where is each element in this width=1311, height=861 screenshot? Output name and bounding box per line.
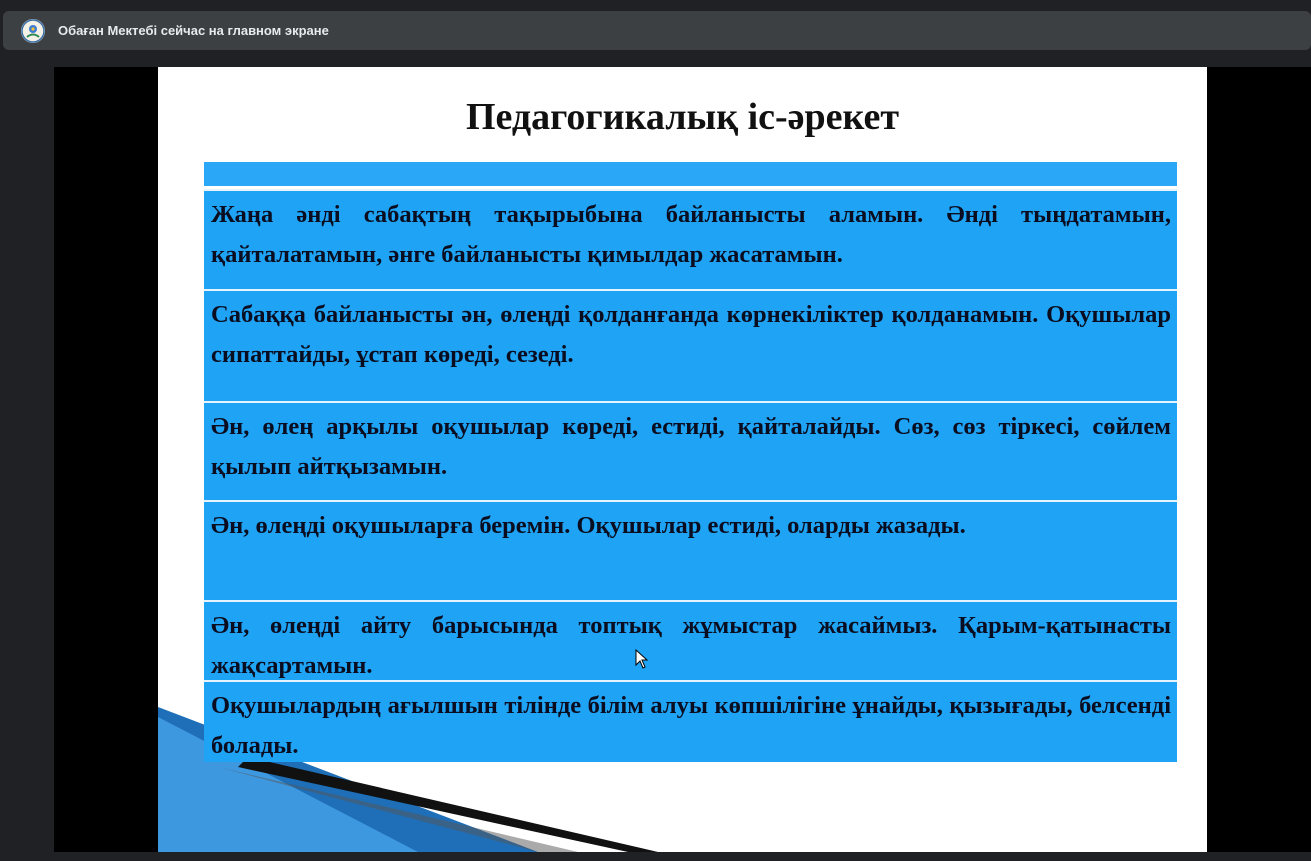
row-text: Ән, өлеңді айту барысында топтық жұмыстар жасаймыз. Қарым-қатынасты жақсартамын. xyxy=(211,612,1171,679)
presentation-slide xyxy=(158,67,1207,852)
school-emblem-icon xyxy=(21,19,45,43)
slide-title: Педагогикалық іс-әрекет xyxy=(465,96,900,138)
table-row xyxy=(204,289,1177,401)
table-row xyxy=(204,500,1177,600)
presenter-status-text: Обаған Мектебі сейчас на главном экране xyxy=(58,23,329,38)
table-header-row xyxy=(204,162,1177,189)
mouse-cursor-icon xyxy=(635,649,649,669)
shared-screen xyxy=(54,67,1311,852)
row-text: Ән, өлең арқылы оқушылар көреді, естиді, қайталайды. Сөз, сөз тіркесі, сөйлем қылып айтқызамын. xyxy=(211,413,1171,480)
table-row xyxy=(204,401,1177,500)
row-text: Оқушылардың ағылшын тілінде білім алуы көпшілігіне ұнайды, қызығады, белсенді болады. xyxy=(211,692,1171,759)
table-row xyxy=(204,680,1177,762)
row-text: Сабаққа байланысты ән, өлеңді қолданғанда көрнекіліктер қолданамын. Оқушылар сипаттайды, ұстап көреді, сезеді. xyxy=(211,301,1171,368)
row-text: Ән, өлеңді оқушыларға беремін. Оқушылар естиді, оларды жазады. xyxy=(211,512,966,539)
row-text: Жаңа әнді сабақтың тақырыбына байланысты аламын. Әнді тыңдатамын, қайталатамын, әнге байланысты қимылдар жасатамын. xyxy=(211,201,1171,268)
table-row xyxy=(204,600,1177,680)
activity-table xyxy=(204,162,1177,762)
presenter-bar xyxy=(3,11,1311,50)
table-row xyxy=(204,189,1177,289)
